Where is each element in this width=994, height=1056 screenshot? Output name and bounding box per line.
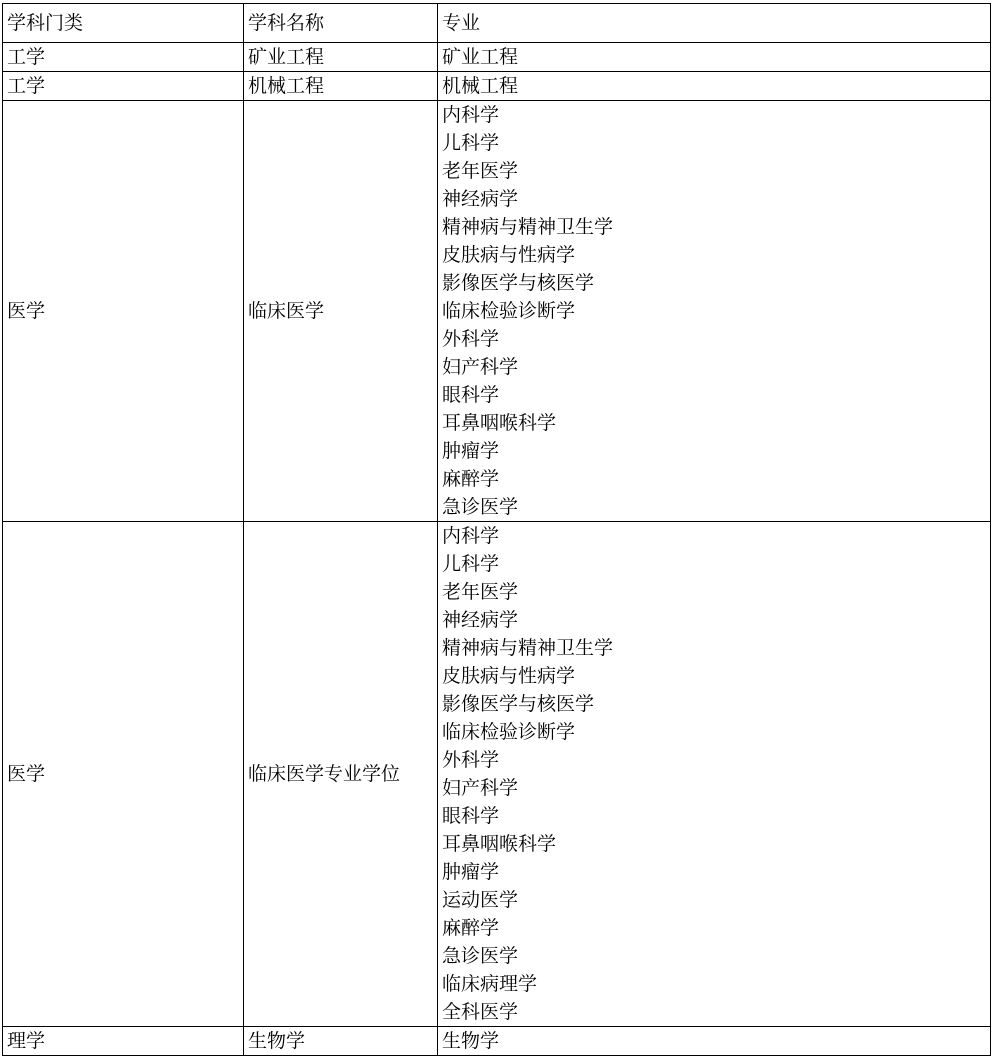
major-item: 神经病学	[442, 609, 519, 631]
header-subject: 学科名称	[244, 4, 438, 43]
header-category: 学科门类	[3, 4, 244, 43]
major-item: 运动医学	[442, 889, 519, 911]
major-item: 眼科学	[442, 805, 500, 827]
major-item: 内科学	[442, 104, 500, 126]
header-major: 专业	[438, 4, 991, 43]
major-item: 急诊医学	[442, 945, 519, 967]
major-item: 麻醉学	[442, 468, 500, 490]
major-list	[442, 522, 990, 1026]
subject-table	[2, 3, 991, 1056]
major-item: 妇产科学	[442, 777, 519, 799]
major-item: 精神病与精神卫生学	[442, 637, 614, 659]
table-body	[3, 4, 991, 1056]
category-cell: 工学	[3, 43, 244, 72]
table-row	[3, 43, 991, 72]
table-row	[3, 522, 991, 1027]
major-item: 妇产科学	[442, 356, 519, 378]
major-item: 内科学	[442, 525, 500, 547]
major-item: 儿科学	[442, 553, 500, 575]
major-item: 外科学	[442, 328, 500, 350]
major-cell: 矿业工程	[438, 43, 991, 72]
major-item: 外科学	[442, 749, 500, 771]
major-item: 耳鼻咽喉科学	[442, 412, 557, 434]
major-item: 全科医学	[442, 1001, 519, 1023]
subject-cell: 矿业工程	[244, 43, 438, 72]
category-cell: 工学	[3, 72, 244, 101]
major-item: 麻醉学	[442, 917, 500, 939]
subject-cell: 临床医学	[244, 101, 438, 522]
table-row	[3, 101, 991, 522]
major-item: 影像医学与核医学	[442, 693, 595, 715]
subject-cell: 机械工程	[244, 72, 438, 101]
major-item: 临床检验诊断学	[442, 721, 576, 743]
major-item: 急诊医学	[442, 496, 519, 518]
major-cell	[438, 101, 991, 522]
major-cell: 机械工程	[438, 72, 991, 101]
major-item: 儿科学	[442, 132, 500, 154]
header-row	[3, 4, 991, 43]
category-cell: 医学	[3, 522, 244, 1027]
major-item: 耳鼻咽喉科学	[442, 833, 557, 855]
major-item: 皮肤病与性病学	[442, 244, 576, 266]
table-row	[3, 72, 991, 101]
major-list	[442, 101, 990, 521]
major-item: 临床病理学	[442, 973, 538, 995]
category-cell: 医学	[3, 101, 244, 522]
category-cell: 理学	[3, 1027, 244, 1056]
major-item: 影像医学与核医学	[442, 272, 595, 294]
major-item: 眼科学	[442, 384, 500, 406]
major-cell	[438, 522, 991, 1027]
major-cell: 生物学	[438, 1027, 991, 1056]
major-item: 老年医学	[442, 581, 519, 603]
subject-cell: 生物学	[244, 1027, 438, 1056]
major-item: 精神病与精神卫生学	[442, 216, 614, 238]
table-row	[3, 1027, 991, 1056]
major-item: 肿瘤学	[442, 861, 500, 883]
major-item: 老年医学	[442, 160, 519, 182]
major-item: 肿瘤学	[442, 440, 500, 462]
major-item: 神经病学	[442, 188, 519, 210]
subject-cell: 临床医学专业学位	[244, 522, 438, 1027]
major-item: 皮肤病与性病学	[442, 665, 576, 687]
major-item: 临床检验诊断学	[442, 300, 576, 322]
